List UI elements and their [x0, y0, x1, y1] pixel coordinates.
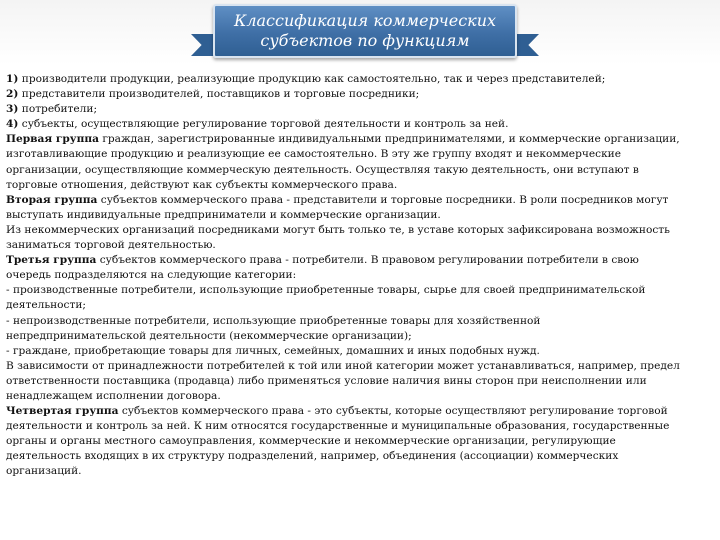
paragraph-line: непредпринимательской деятельности (некоммерческие организации); — [6, 329, 412, 342]
paragraph-line: организаций. — [6, 465, 82, 478]
group-text: граждан, зарегистрированные индивидуальными предпринимателями, и коммерческие организации, — [98, 133, 680, 146]
list-text: потребители; — [18, 103, 98, 116]
group-heading: Третья группа — [6, 254, 97, 267]
paragraph-line — [6, 193, 714, 208]
group-heading: Вторая группа — [6, 193, 98, 206]
paragraph-line: ответственности поставщика (продавца) либо применяться условие наличия вины сторон при неисполнении или — [6, 374, 647, 387]
title-line-1: Классификация коммерческих — [233, 11, 497, 30]
paragraph-line: организации, осуществляющие коммерческую деятельность. Осуществляя такую деятельность, они вступают в — [6, 163, 639, 176]
group-text: субъектов коммерческого права - представители и торговые посредники. В роли посредников могут — [97, 193, 669, 206]
list-item — [6, 102, 714, 117]
group-text: субъектов коммерческого права - потребители. В правовом регулировании потребители в свою — [96, 254, 639, 267]
paragraph-line — [6, 404, 714, 419]
paragraph-line — [6, 253, 714, 268]
list-text: производители продукции, реализующие продукцию как самостоятельно, так и через представителей; — [18, 73, 606, 85]
paragraph-line: изготавливающие продукцию и реализующие ее самостоятельно. В эту же группу входят и некоммерческие — [6, 148, 622, 161]
list-text: субъекты, осуществляющие регулирование торговой деятельности и контроль за ней. — [18, 118, 509, 131]
list-item — [6, 117, 714, 132]
group-heading: Четвертая группа — [6, 405, 119, 418]
group-first — [6, 132, 714, 192]
paragraph-line: - производственные потребители, использующие приобретенные товары, сырье для своей предпринимательской — [6, 284, 646, 297]
title-banner — [205, 4, 525, 66]
paragraph-line: деятельности и контроль за ней. К ним относятся государственные и муниципальные образования, государственные — [6, 420, 670, 433]
group-text: субъектов коммерческого права - это субъекты, которые осуществляют регулирование торговой — [118, 405, 668, 418]
group-third — [6, 253, 714, 404]
paragraph-line: органы и органы местного самоуправления, коммерческие и некоммерческие организации, регулирующие — [6, 435, 616, 448]
paragraph-line: Из некоммерческих организаций посредниками могут быть только те, в уставе которых зафиксирована возможность — [6, 223, 670, 236]
document-body — [6, 72, 714, 480]
paragraph-line — [6, 132, 714, 147]
classification-list — [6, 72, 714, 132]
group-fourth — [6, 404, 714, 479]
list-number: 1) — [6, 73, 19, 85]
banner-plate — [213, 4, 517, 58]
paragraph-line: заниматься торговой деятельностью. — [6, 239, 216, 252]
list-item — [6, 72, 714, 87]
page-title — [225, 11, 505, 51]
paragraph-line: выступать индивидуальные предприниматели и коммерческие организации. — [6, 208, 441, 221]
paragraph-line: очередь подразделяются на следующие категории: — [6, 269, 297, 282]
group-second — [6, 193, 714, 253]
list-number: 2) — [6, 88, 19, 101]
list-number: 4) — [6, 118, 19, 131]
list-text: представители производителей, поставщиков и торговые посредники; — [18, 88, 420, 101]
list-item — [6, 87, 714, 102]
paragraph-line: торговые отношения, действуют как субъекты коммерческого права. — [6, 178, 398, 191]
paragraph-line: В зависимости от принадлежности потребителей к той или иной категории может устанавливаться, например, предел — [6, 359, 680, 372]
paragraph-line: деятельности; — [6, 299, 86, 312]
title-line-2: субъектов по функциям — [260, 31, 470, 50]
group-heading: Первая группа — [6, 133, 99, 146]
list-number: 3) — [6, 103, 19, 116]
paragraph-line: - непроизводственные потребители, использующие приобретенные товары для хозяйственной — [6, 314, 541, 327]
paragraph-line: деятельность входящих в их структуру подразделений, например, объединения (ассоциации) коммерческих — [6, 450, 619, 463]
paragraph-line: ненадлежащем исполнении договора. — [6, 389, 221, 402]
paragraph-line: - граждане, приобретающие товары для личных, семейных, домашних и иных подобных нужд. — [6, 344, 540, 357]
